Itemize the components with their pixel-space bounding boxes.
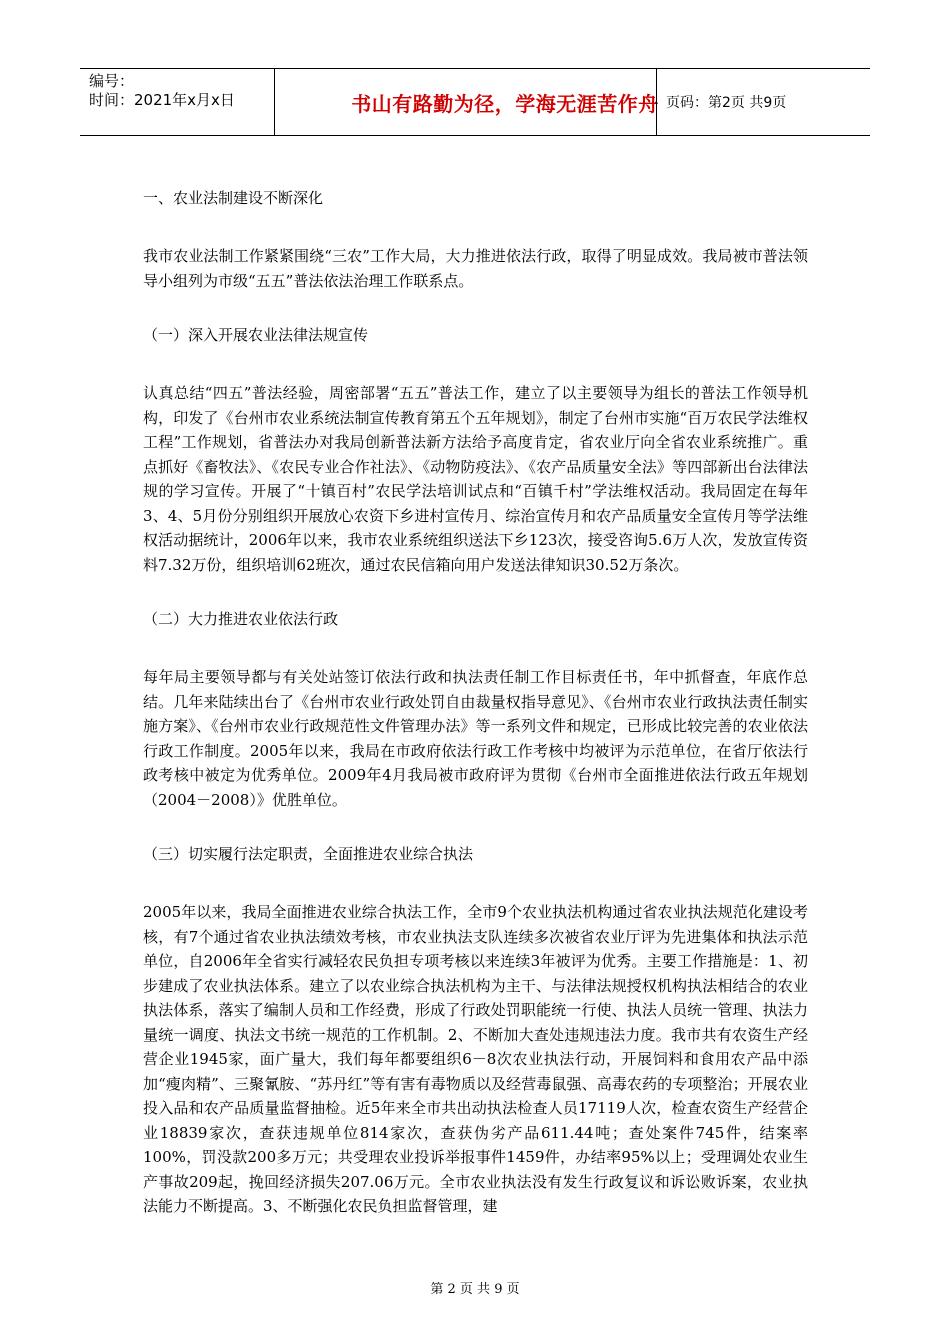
header-divider	[274, 69, 275, 135]
body-paragraph: 每年局主要领导都与有关处站签订依法行政和执法责任制工作目标责任书，年中抓督查，年底作总结。几年来陆续出台了《台州市农业行政处罚自由裁量权指导意见》、《台州市农业行政执法责任制实施方案》、《台州市农业行政规范性文件管理办法》等一系列文件和规定，已形成比较完善的农业依法行政工作制度。2005年以来，我局在市政府依法行政工作考核中均被评为示范单位，在省厅依法行政考核中被定为优秀单位。2009年4月我局被市政府评为贯彻《台州市全面推进依法行政五年规划（2004－2008）》优胜单位。	[143, 668, 808, 809]
page-footer: 第 2 页 共 9 页	[430, 1282, 520, 1297]
section-heading: （一）深入开展农业法律法规宣传	[143, 326, 369, 344]
body-paragraph: 认真总结“四五”普法经验，周密部署“五五”普法工作，建立了以主要领导为组长的普法工作领导机构，印发了《台州市农业系统法制宣传教育第五个五年规划》，制定了台州市实施“百万农民学法维权工程”工作规划，省普法办对我局创新普法新方法给予高度肯定，省农业厅向全省农业系统推广。重点抓好《畜牧法》、《农民专业合作社法》、《动物防疫法》、《农产品质量安全法》等四部新出台法律法规的学习宣传。开展了“十镇百村”农民学法培训试点和“百镇千村”学法维权活动。我局固定在每年3、4、5月份分别组织开展放心农资下乡进村宣传月、综治宣传月和农产品质量安全宣传月等学法维权活动据统计，2006年以来，我市农业系统组织送法下乡123次，接受咨询5.6万人次，发放宣传资料7.32万份，组织培训62班次，通过农民信箱向用户发送法律知识30.52万条次。	[143, 384, 808, 574]
header-meta	[80, 69, 274, 135]
page-header	[80, 68, 870, 136]
document-date: 时间：2021年x月x日	[89, 91, 235, 109]
document-number-label: 编号：	[89, 72, 135, 90]
section-heading: 一、农业法制建设不断深化	[143, 189, 324, 207]
section-heading: （三）切实履行法定职责，全面推进农业综合执法	[143, 845, 474, 863]
header-page-info: 页码：第2页 共9页	[666, 95, 787, 111]
header-motto: 书山有路勤为径，学海无涯苦作舟	[351, 91, 659, 116]
document-body	[143, 186, 808, 1249]
body-paragraph: 我市农业法制工作紧紧围绕“三农”工作大局，大力推进依法行政，取得了明显成效。我局被市普法领导小组列为市级“五五”普法依法治理工作联系点。	[143, 247, 808, 290]
section-heading: （二）大力推进农业依法行政	[143, 610, 339, 628]
body-paragraph: 2005年以来，我局全面推进农业综合执法工作，全市9个农业执法机构通过省农业执法规范化建设考核，有7个通过省农业执法绩效考核，市农业执法支队连续多次被省农业厅评为先进集体和执法示范单位，自2006年全省实行减轻农民负担专项考核以来连续3年被评为优秀。主要工作措施是：1、初步建成了农业执法体系。建立了以农业综合执法机构为主干、与法律法规授权机构执法相结合的农业执法体系，落实了编制人员和工作经费，形成了行政处罚职能统一行使、执法人员统一管理、执法力量统一调度、执法文书统一规范的工作机制。2、不断加大查处违规违法力度。我市共有农资生产经营企业1945家，面广量大，我们每年都要组织6－8次农业执法行动，开展饲料和食用农产品中添加“瘦肉精”、三聚氰胺、“苏丹红”等有害有毒物质以及经营毒鼠强、高毒农药的专项整治；开展农业投入品和农产品质量监督抽检。近5年来全市共出动执法检查人员17119人次，检查农资生产经营企业18839家次，查获违规单位814家次，查获伪劣产品611.44吨；查处案件745件，结案率100%，罚没款200多万元；共受理农业投诉举报事件1459件，办结率95%以上；受理调处农业生产事故209起，挽回经济损失207.06万元。全市农业执法没有发生行政复议和诉讼败诉案，农业执法能力不断提高。3、不断强化农民负担监督管理，建	[143, 903, 808, 1215]
